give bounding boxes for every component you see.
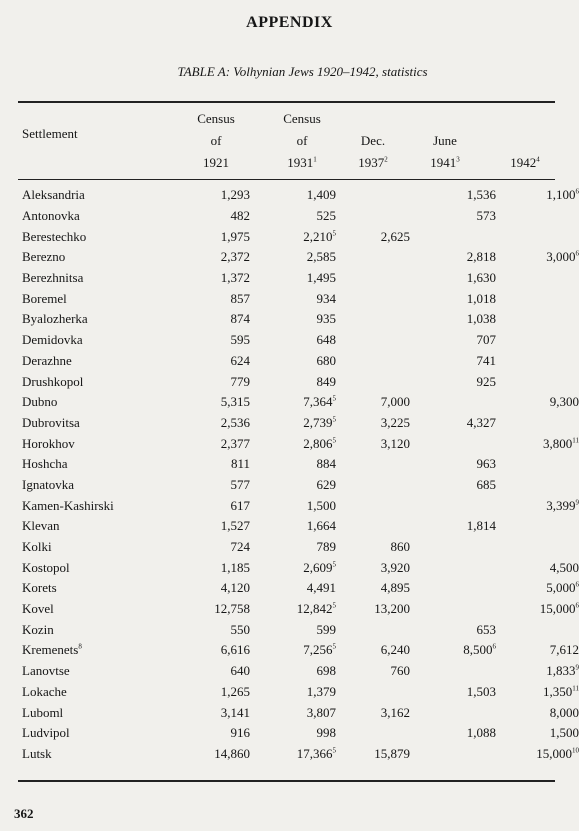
value-cell-c2: 884 xyxy=(316,456,336,472)
value-cell-c2: 3,807 xyxy=(306,704,336,720)
value-cell-c5: 4,500 xyxy=(549,559,579,575)
value-cell-c4: 963 xyxy=(476,456,496,472)
value-cell-c1: 724 xyxy=(230,539,250,555)
value-cell-c2: 1,495 xyxy=(306,270,336,286)
value-cell-c1: 811 xyxy=(230,456,250,472)
value-cell-c2: 1,500 xyxy=(306,497,336,513)
settlement-cell: Aleksandria xyxy=(22,187,85,203)
value-cell-c2: 2,585 xyxy=(306,249,336,265)
value-cell-c5 xyxy=(496,413,579,434)
value-cell-c2: 7,364$^5$ xyxy=(303,394,336,410)
settlement-cell: Kamen-Kashirski xyxy=(22,497,114,513)
value-cell-c3: 3,120 xyxy=(380,435,410,451)
value-cell-c3 xyxy=(336,288,410,309)
settlement-cell: Derazhne xyxy=(22,352,72,368)
value-cell-c1: 12,758 xyxy=(214,601,250,617)
value-cell-c1: 779 xyxy=(230,373,250,389)
value-cell-c1: 1,372 xyxy=(220,270,250,286)
settlement-cell: Korets xyxy=(22,580,57,596)
value-cell-c1: 2,372 xyxy=(220,249,250,265)
value-cell-c3 xyxy=(336,268,410,289)
value-cell-c3 xyxy=(336,247,410,268)
value-cell-c5 xyxy=(496,537,579,558)
value-cell-c3 xyxy=(336,619,410,640)
value-cell-c5: 5,000$^6$ xyxy=(546,580,579,596)
value-cell-c2: 2,739$^5$ xyxy=(303,414,336,430)
value-cell-c4: 1,630 xyxy=(466,270,496,286)
header-june-1941: June 1941$^3$ xyxy=(430,133,460,170)
value-cell-c1: 14,860 xyxy=(214,745,250,761)
value-cell-c5: 8,000 xyxy=(549,704,579,720)
value-cell-c1: 6,616 xyxy=(220,642,250,658)
settlement-cell: Demidovka xyxy=(22,332,83,348)
value-cell-c5: 9,300 xyxy=(549,394,579,410)
settlement-cell: Ludvipol xyxy=(22,725,70,741)
settlement-cell: Boremel xyxy=(22,290,67,306)
value-cell-c4 xyxy=(410,557,496,578)
value-cell-c3 xyxy=(336,330,410,351)
value-cell-c3 xyxy=(336,723,410,744)
value-cell-c1: 874 xyxy=(230,311,250,327)
settlement-cell: Berestechko xyxy=(22,228,87,244)
value-cell-c1: 577 xyxy=(230,476,250,492)
bottom-rule xyxy=(18,780,555,782)
value-cell-c4: 707 xyxy=(476,332,496,348)
table-row xyxy=(22,599,579,620)
value-cell-c3 xyxy=(336,682,410,703)
value-cell-c4: 1,536 xyxy=(466,187,496,203)
value-cell-c5: 3,800$^{11}$ xyxy=(543,435,579,451)
value-cell-c5 xyxy=(496,288,579,309)
settlement-cell: Kozin xyxy=(22,621,54,637)
value-cell-c2: 935 xyxy=(316,311,336,327)
table-row xyxy=(22,744,579,765)
table-row xyxy=(22,288,579,309)
value-cell-c3: 4,895 xyxy=(380,580,410,596)
value-cell-c4 xyxy=(410,226,496,247)
settlement-cell: Byalozherka xyxy=(22,311,88,327)
value-cell-c2: 1,409 xyxy=(306,187,336,203)
value-cell-c1: 1,293 xyxy=(220,187,250,203)
header-1942: 1942$^4$ xyxy=(510,155,540,170)
value-cell-c5: 3,399$^9$ xyxy=(546,497,579,513)
value-cell-c2: 17,366$^5$ xyxy=(296,745,336,761)
page-number: 362 xyxy=(14,806,34,821)
value-cell-c1: 640 xyxy=(230,663,250,679)
table-row xyxy=(22,702,579,723)
value-cell-c1: 1,185 xyxy=(220,559,250,575)
settlement-cell: Hoshcha xyxy=(22,456,68,472)
value-cell-c3: 760 xyxy=(390,663,410,679)
table-row xyxy=(22,351,579,372)
value-cell-c1: 1,975 xyxy=(220,228,250,244)
table-row xyxy=(22,475,579,496)
value-cell-c3 xyxy=(336,475,410,496)
value-cell-c2: 2,609$^5$ xyxy=(303,559,336,575)
value-cell-c5: 15,000$^6$ xyxy=(539,601,579,617)
value-cell-c4: 1,038 xyxy=(466,311,496,327)
value-cell-c4 xyxy=(410,433,496,454)
page-title: APPENDIX xyxy=(246,14,333,31)
value-cell-c4 xyxy=(410,578,496,599)
header-census-1931: Census of 1931$^1$ xyxy=(283,111,321,170)
value-cell-c3: 860 xyxy=(390,539,410,555)
value-cell-c4 xyxy=(410,495,496,516)
table-row xyxy=(22,371,579,392)
value-cell-c5 xyxy=(496,475,579,496)
value-cell-c4: 8,500$^6$ xyxy=(463,642,496,658)
settlement-cell: Kolki xyxy=(22,539,52,555)
value-cell-c5: 1,350$^{11}$ xyxy=(543,683,579,699)
value-cell-c5 xyxy=(496,619,579,640)
value-cell-c4: 653 xyxy=(476,621,496,637)
value-cell-c4: 685 xyxy=(476,476,496,492)
value-cell-c2: 1,664 xyxy=(306,518,336,534)
value-cell-c5 xyxy=(496,371,579,392)
value-cell-c4: 573 xyxy=(476,208,496,224)
settlement-cell: Drushkopol xyxy=(22,373,84,389)
settlement-cell: Ignatovka xyxy=(22,476,74,492)
settlement-cell: Berezno xyxy=(22,249,66,265)
settlement-cell: Lutsk xyxy=(22,745,52,761)
value-cell-c2: 849 xyxy=(316,373,336,389)
value-cell-c2: 789 xyxy=(316,539,336,555)
table-row xyxy=(22,640,579,661)
table-row xyxy=(22,619,579,640)
settlement-cell: Kremenets$^8$ xyxy=(22,642,82,658)
value-cell-c3 xyxy=(336,185,410,206)
value-cell-c1: 1,265 xyxy=(220,683,250,699)
value-cell-c1: 624 xyxy=(230,352,250,368)
table-row xyxy=(22,495,579,516)
table-row xyxy=(22,185,579,206)
header-settlement: Settlement xyxy=(22,126,78,141)
value-cell-c5 xyxy=(496,268,579,289)
table-row xyxy=(22,392,579,413)
table-row xyxy=(22,268,579,289)
value-cell-c2: 648 xyxy=(316,332,336,348)
value-cell-c2: 12,842$^5$ xyxy=(296,601,336,617)
value-cell-c1: 2,536 xyxy=(220,414,250,430)
value-cell-c3: 6,240 xyxy=(380,642,410,658)
value-cell-c5 xyxy=(496,330,579,351)
table-row xyxy=(22,226,579,247)
value-cell-c3: 2,625 xyxy=(380,228,410,244)
value-cell-c2: 7,256$^5$ xyxy=(303,642,336,658)
table-caption: TABLE A: Volhynian Jews 1920–1942, statistics xyxy=(177,64,428,79)
table-row xyxy=(22,682,579,703)
table-row xyxy=(22,433,579,454)
value-cell-c2: 629 xyxy=(316,476,336,492)
value-cell-c1: 916 xyxy=(230,725,250,741)
value-cell-c1: 857 xyxy=(230,290,250,306)
value-cell-c4: 925 xyxy=(476,373,496,389)
value-cell-c3: 3,225 xyxy=(380,414,410,430)
value-cell-c5: 1,500 xyxy=(549,725,579,741)
value-cell-c2: 680 xyxy=(316,352,336,368)
value-cell-c4 xyxy=(410,661,496,682)
value-cell-c1: 617 xyxy=(230,497,250,513)
value-cell-c2: 525 xyxy=(316,208,336,224)
value-cell-c4: 4,327 xyxy=(466,414,496,430)
table-row xyxy=(22,330,579,351)
table-row xyxy=(22,578,579,599)
settlement-cell: Dubno xyxy=(22,394,58,410)
table-row xyxy=(22,557,579,578)
table-body xyxy=(22,185,579,764)
table-row xyxy=(22,723,579,744)
value-cell-c3: 13,200 xyxy=(374,601,410,617)
value-cell-c3 xyxy=(336,371,410,392)
value-cell-c5: 1,833$^9$ xyxy=(546,663,579,679)
value-cell-c2: 998 xyxy=(316,725,336,741)
value-cell-c3 xyxy=(336,309,410,330)
settlement-cell: Dubrovitsa xyxy=(22,414,80,430)
statistics-table xyxy=(22,185,579,764)
value-cell-c5 xyxy=(496,351,579,372)
table-row xyxy=(22,516,579,537)
value-cell-c3: 7,000 xyxy=(380,394,410,410)
table-row xyxy=(22,309,579,330)
table-row xyxy=(22,454,579,475)
value-cell-c1: 3,141 xyxy=(220,704,250,720)
value-cell-c1: 1,527 xyxy=(220,518,250,534)
value-cell-c5 xyxy=(496,516,579,537)
value-cell-c5: 15,000$^{10}$ xyxy=(536,745,579,761)
value-cell-c5 xyxy=(496,454,579,475)
value-cell-c3 xyxy=(336,454,410,475)
value-cell-c1: 4,120 xyxy=(220,580,250,596)
header-rule xyxy=(18,179,555,180)
value-cell-c5: 3,000$^6$ xyxy=(546,249,579,265)
settlement-cell: Klevan xyxy=(22,518,60,534)
value-cell-c2: 2,806$^5$ xyxy=(303,435,336,451)
top-rule xyxy=(18,101,555,103)
table-row xyxy=(22,413,579,434)
value-cell-c4: 1,503 xyxy=(466,683,496,699)
value-cell-c4: 1,088 xyxy=(466,725,496,741)
value-cell-c1: 550 xyxy=(230,621,250,637)
value-cell-c5: 1,100$^6$ xyxy=(546,187,579,203)
value-cell-c3 xyxy=(336,495,410,516)
table-row xyxy=(22,247,579,268)
settlement-cell: Kostopol xyxy=(22,559,70,575)
value-cell-c2: 1,379 xyxy=(306,683,336,699)
settlement-cell: Luboml xyxy=(22,704,64,720)
value-cell-c3: 15,879 xyxy=(374,745,410,761)
value-cell-c1: 5,315 xyxy=(220,394,250,410)
value-cell-c2: 934 xyxy=(316,290,336,306)
value-cell-c4 xyxy=(410,537,496,558)
value-cell-c2: 4,491 xyxy=(306,580,336,596)
value-cell-c1: 2,377 xyxy=(220,435,250,451)
value-cell-c4: 1,018 xyxy=(466,290,496,306)
value-cell-c3 xyxy=(336,516,410,537)
value-cell-c4: 1,814 xyxy=(466,518,496,534)
value-cell-c3: 3,920 xyxy=(380,559,410,575)
value-cell-c4: 741 xyxy=(476,352,496,368)
value-cell-c4 xyxy=(410,599,496,620)
table-row xyxy=(22,537,579,558)
value-cell-c5 xyxy=(496,309,579,330)
settlement-cell: Antonovka xyxy=(22,208,80,224)
header-census-1921: Census of 1921 xyxy=(197,111,235,170)
table-row xyxy=(22,661,579,682)
settlement-cell: Lokache xyxy=(22,683,67,699)
header-dec-1937: Dec. 1937$^2$ xyxy=(358,133,388,170)
value-cell-c2: 599 xyxy=(316,621,336,637)
settlement-cell: Lanovtse xyxy=(22,663,70,679)
value-cell-c5 xyxy=(496,206,579,227)
value-cell-c5 xyxy=(496,226,579,247)
value-cell-c3: 3,162 xyxy=(380,704,410,720)
value-cell-c4 xyxy=(410,744,496,765)
settlement-cell: Berezhnitsa xyxy=(22,270,84,286)
value-cell-c2: 698 xyxy=(316,663,336,679)
settlement-cell: Horokhov xyxy=(22,435,75,451)
value-cell-c4 xyxy=(410,702,496,723)
table-row xyxy=(22,206,579,227)
value-cell-c3 xyxy=(336,351,410,372)
value-cell-c3 xyxy=(336,206,410,227)
settlement-cell: Kovel xyxy=(22,601,54,617)
value-cell-c2: 2,210$^5$ xyxy=(303,228,336,244)
value-cell-c1: 482 xyxy=(230,208,250,224)
value-cell-c1: 595 xyxy=(230,332,250,348)
value-cell-c5: 7,612 xyxy=(549,642,579,658)
value-cell-c4 xyxy=(410,392,496,413)
value-cell-c4: 2,818 xyxy=(466,249,496,265)
